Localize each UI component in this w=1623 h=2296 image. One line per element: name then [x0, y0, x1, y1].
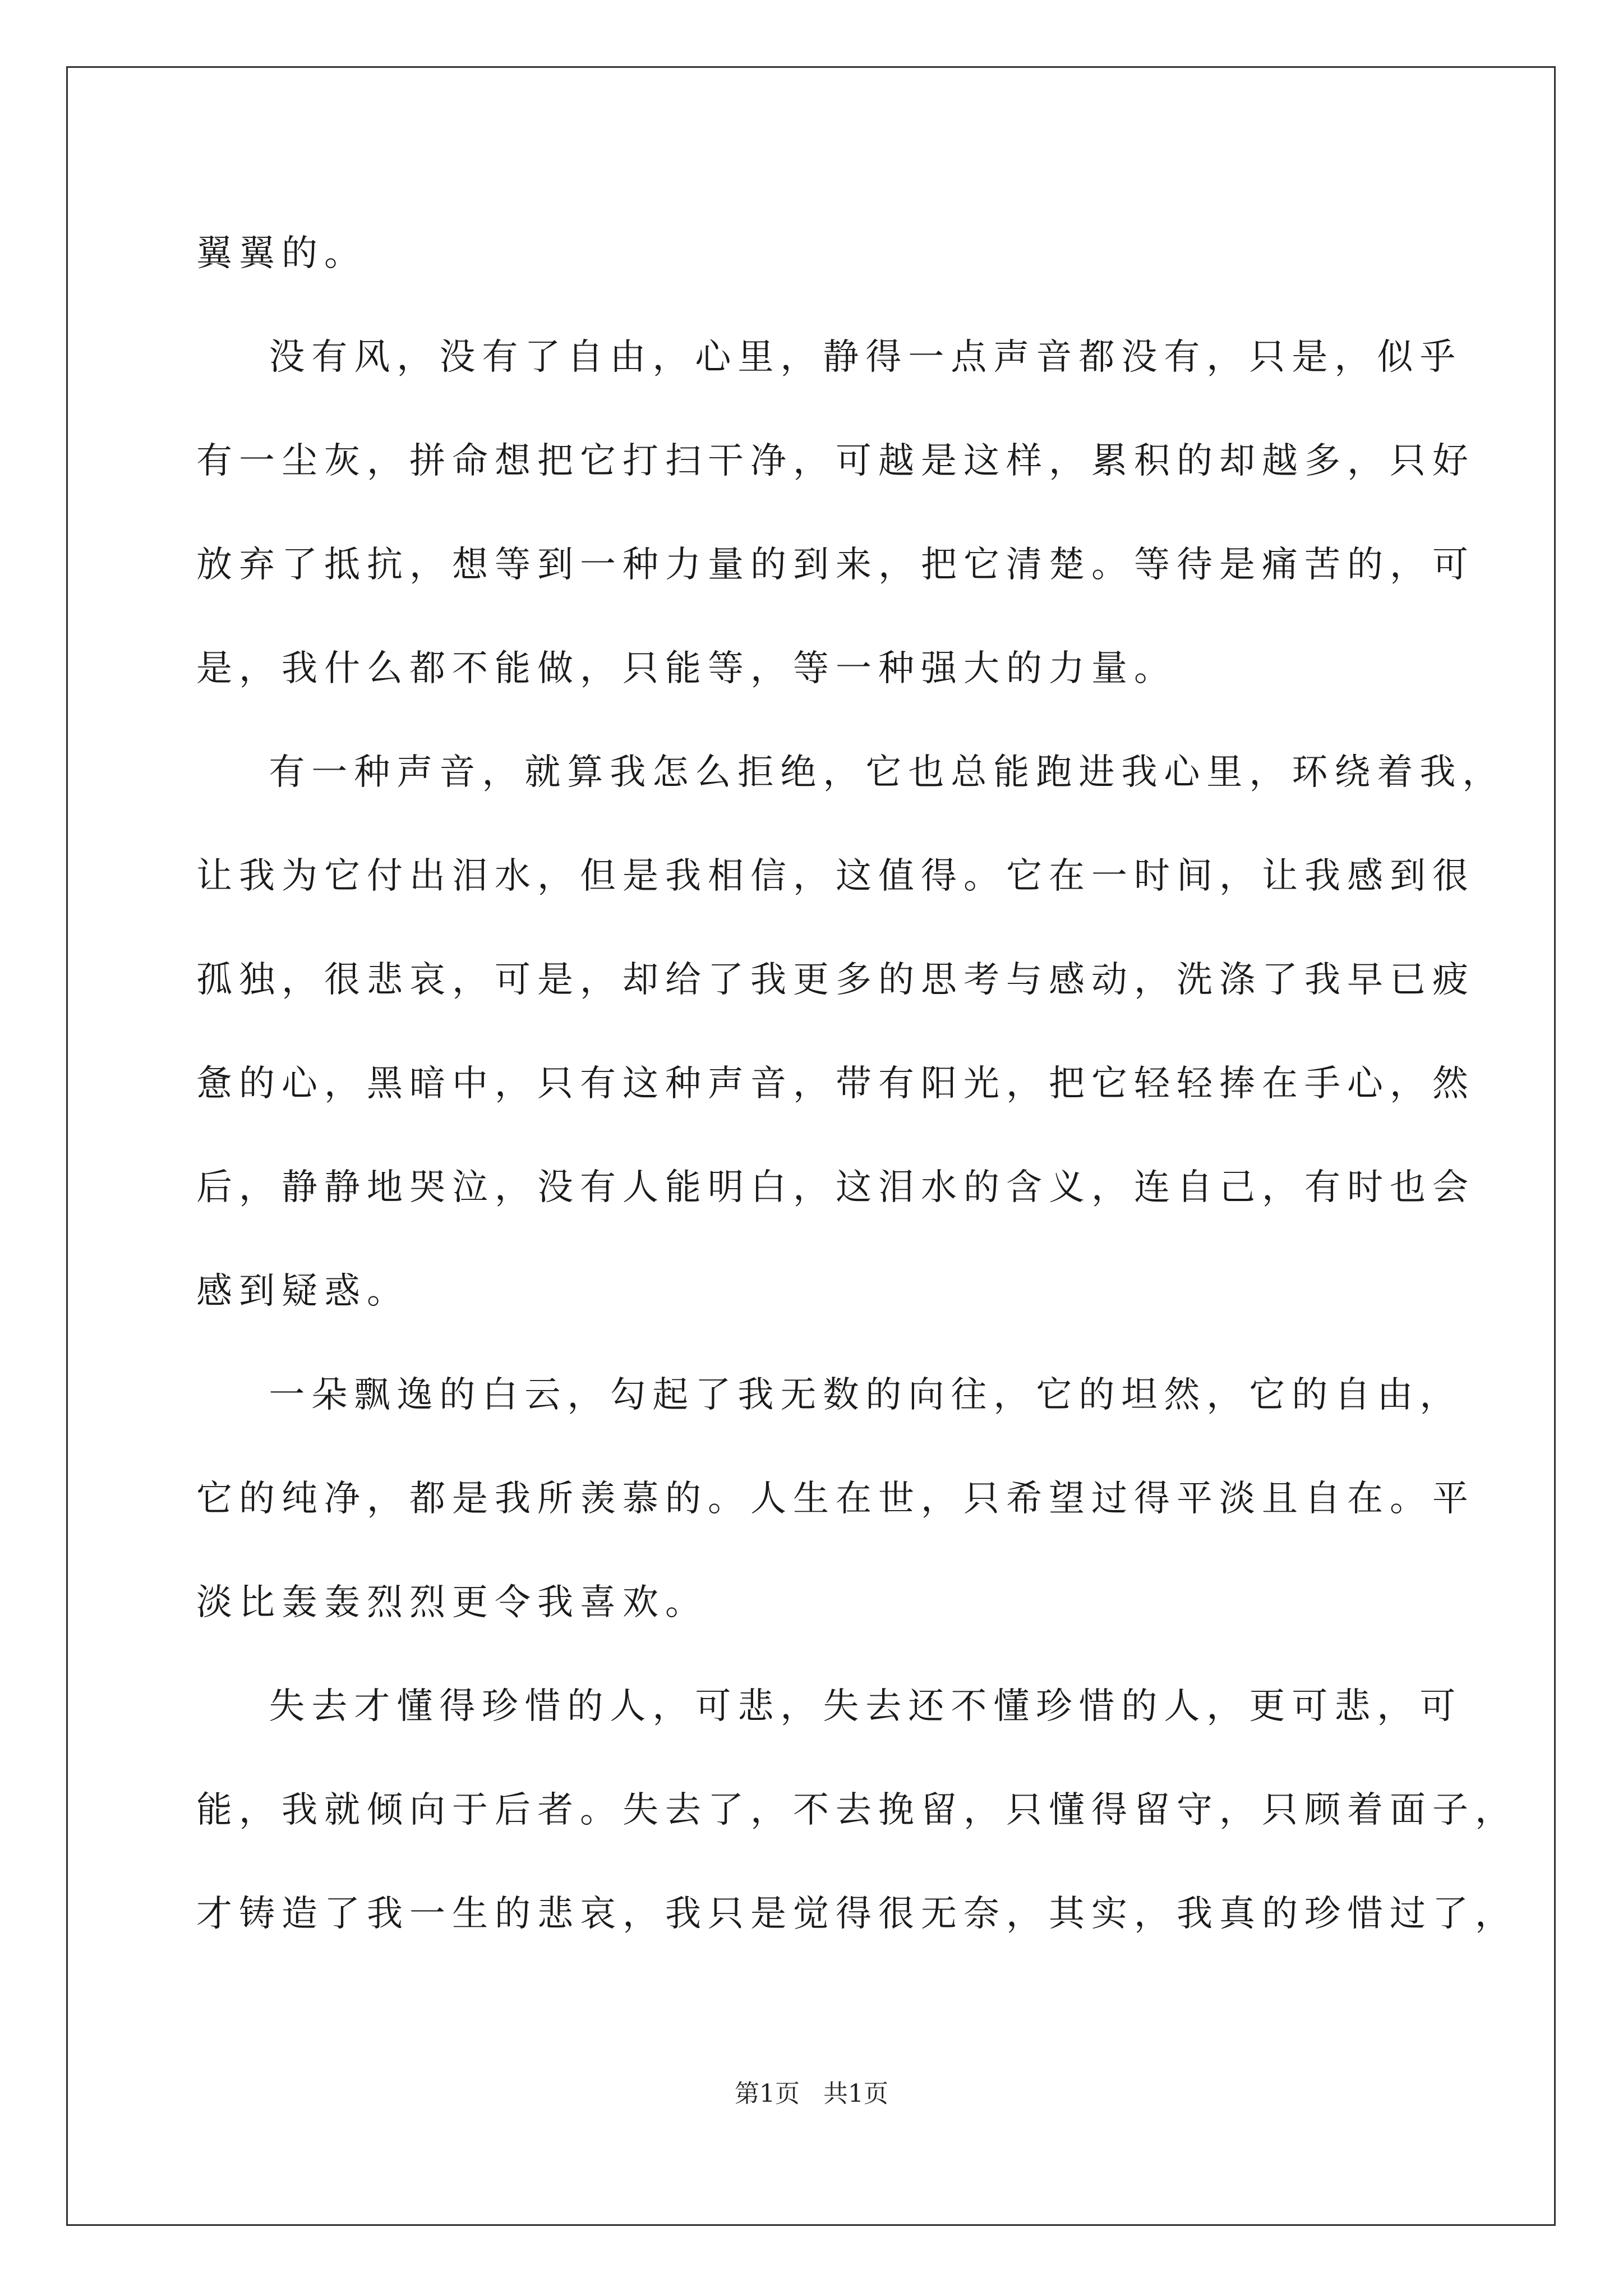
text-line: 没有风，没有了自由，心里，静得一点声音都没有，只是，似乎 [196, 337, 1463, 378]
text-line: 感到疑惑。 [196, 1271, 409, 1312]
text-line: 放弃了抵抗，想等到一种力量的到来，把它清楚。等待是痛苦的，可 [196, 544, 1475, 586]
text-line: 有一尘灰，拼命想把它打扫干净，可越是这样，累积的却越多，只好 [196, 440, 1475, 482]
text-line: 孤独，很悲哀，可是，却给了我更多的思考与感动，洗涤了我早已疲 [196, 959, 1475, 1001]
text-line: 让我为它付出泪水，但是我相信，这值得。它在一时间，让我感到很 [196, 855, 1475, 897]
text-line: 它的纯净，都是我所羡慕的。人生在世，只希望过得平淡且自在。平 [196, 1478, 1475, 1520]
text-line: 能，我就倾向于后者。失去了，不去挽留，只懂得留守，只顾着面子， [196, 1789, 1518, 1831]
text-line: 后，静静地哭泣，没有人能明白，这泪水的含义，连自己，有时也会 [196, 1167, 1475, 1208]
text-line: 失去才懂得珍惜的人，可悲，失去还不懂珍惜的人，更可悲，可 [196, 1686, 1463, 1727]
text-line: 惫的心，黑暗中，只有这种声音，带有阳光，把它轻轻捧在手心，然 [196, 1063, 1475, 1105]
text-line: 有一种声音，就算我怎么拒绝，它也总能跑进我心里，环绕着我， [196, 752, 1505, 793]
text-line: 淡比轰轰烈烈更令我喜欢。 [196, 1582, 708, 1623]
text-line: 一朵飘逸的白云，勾起了我无数的向往，它的坦然，它的自由， [196, 1374, 1463, 1416]
page-footer [0, 2073, 1623, 2109]
text-line: 翼翼的。 [196, 233, 367, 274]
page-number-label: 第1页 共1页 [735, 2079, 888, 2108]
text-line: 才铸造了我一生的悲哀，我只是觉得很无奈，其实，我真的珍惜过了， [196, 1893, 1518, 1935]
document-body [196, 202, 1518, 1966]
text-line: 是，我什么都不能做，只能等，等一种强大的力量。 [196, 648, 1177, 689]
